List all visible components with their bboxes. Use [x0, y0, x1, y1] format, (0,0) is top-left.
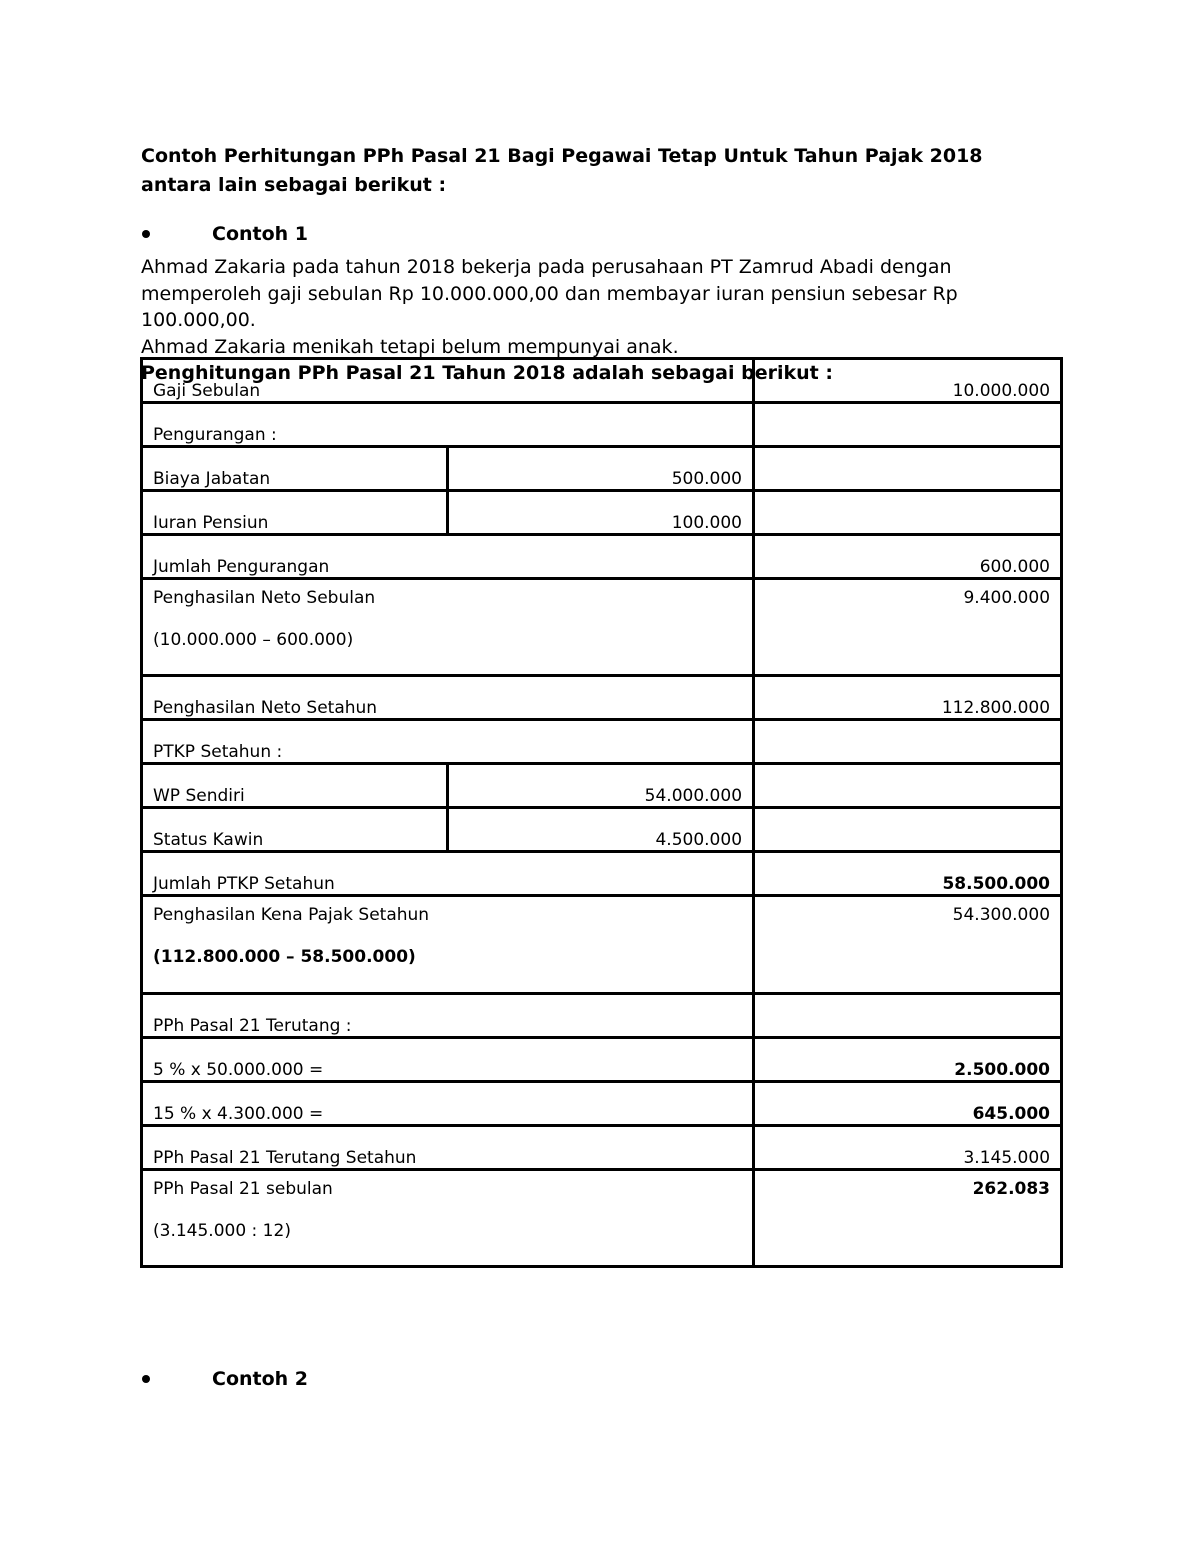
- pkp-value: 54.300.000: [754, 896, 1062, 993]
- empty-cell: [754, 720, 1062, 764]
- table-row: [142, 446, 1062, 490]
- iuran-pensiun-label: Iuran Pensiun: [142, 490, 448, 534]
- terutang-setahun-label: PPh Pasal 21 Terutang Setahun: [142, 1125, 754, 1169]
- page-title: Contoh Perhitungan PPh Pasal 21 Bagi Pegawai Tetap Untuk Tahun Pajak 2018 antara lain sebagai berikut :: [141, 145, 983, 196]
- table-row: [142, 720, 1062, 764]
- example-2-label: Contoh 2: [212, 1368, 309, 1390]
- sebulan-value: 262.083: [754, 1169, 1062, 1266]
- empty-cell: [754, 993, 1062, 1037]
- example-1-line-2: Ahmad Zakaria menikah tetapi belum mempunyai anak.: [141, 335, 679, 358]
- wp-sendiri-value: 54.000.000: [448, 764, 754, 808]
- biaya-jabatan-value: 500.000: [448, 446, 754, 490]
- neto-sebulan-cell: [142, 578, 754, 675]
- iuran-pensiun-value: 100.000: [448, 490, 754, 534]
- table-row: [142, 1125, 1062, 1169]
- table-row: [142, 676, 1062, 720]
- status-kawin-value: 4.500.000: [448, 808, 754, 852]
- tarif2-value: 645.000: [754, 1081, 1062, 1125]
- table-row: [142, 896, 1062, 993]
- jumlah-ptkp-value: 58.500.000: [754, 852, 1062, 896]
- pkp-formula: (112.800.000 – 58.500.000): [153, 947, 416, 968]
- table-row: [142, 359, 1062, 403]
- sebulan-cell: [142, 1169, 754, 1266]
- sebulan-label: PPh Pasal 21 sebulan: [153, 1178, 333, 1199]
- gaji-label: Gaji Sebulan: [142, 359, 754, 403]
- table-row: [142, 534, 1062, 578]
- neto-sebulan-label: Penghasilan Neto Sebulan: [153, 587, 376, 608]
- status-kawin-label: Status Kawin: [142, 808, 448, 852]
- pkp-label: Penghasilan Kena Pajak Setahun: [153, 905, 430, 926]
- pkp-cell: [142, 896, 754, 993]
- table-row: [142, 808, 1062, 852]
- table-row: [142, 490, 1062, 534]
- example-1-label: Contoh 1: [212, 223, 309, 245]
- sebulan-formula: (3.145.000 : 12): [153, 1220, 291, 1241]
- table-row: [142, 1169, 1062, 1266]
- ptkp-label: PTKP Setahun :: [142, 720, 754, 764]
- table-row: [142, 578, 1062, 675]
- calculation-table: [140, 357, 1063, 1268]
- table-row: [142, 993, 1062, 1037]
- gaji-value: 10.000.000: [754, 359, 1062, 403]
- table-row: [142, 1081, 1062, 1125]
- bullet-icon: [142, 230, 150, 238]
- neto-sebulan-formula: (10.000.000 – 600.000): [153, 629, 354, 650]
- wp-sendiri-label: WP Sendiri: [142, 764, 448, 808]
- neto-sebulan-value: 9.400.000: [754, 578, 1062, 675]
- biaya-jabatan-label: Biaya Jabatan: [142, 446, 448, 490]
- tarif2-label: 15 % x 4.300.000 =: [142, 1081, 754, 1125]
- empty-cell: [754, 764, 1062, 808]
- empty-cell: [754, 446, 1062, 490]
- bullet-icon: [142, 1375, 150, 1383]
- jumlah-pengurangan-value: 600.000: [754, 534, 1062, 578]
- table-row: [142, 852, 1062, 896]
- terutang-setahun-value: 3.145.000: [754, 1125, 1062, 1169]
- terutang-label: PPh Pasal 21 Terutang :: [142, 993, 754, 1037]
- empty-cell: [754, 402, 1062, 446]
- example-1-heading: Penghitungan PPh Pasal 21 Tahun 2018 adalah sebagai berikut :: [141, 362, 833, 384]
- example-1-bullet: [141, 223, 308, 245]
- table-row: [142, 764, 1062, 808]
- empty-cell: [754, 490, 1062, 534]
- neto-setahun-label: Penghasilan Neto Setahun: [142, 676, 754, 720]
- empty-cell: [754, 808, 1062, 852]
- example-2-bullet: [141, 1368, 308, 1390]
- jumlah-ptkp-label: Jumlah PTKP Setahun: [142, 852, 754, 896]
- tarif1-value: 2.500.000: [754, 1037, 1062, 1081]
- table-row: [142, 402, 1062, 446]
- pengurangan-label: Pengurangan :: [142, 402, 754, 446]
- example-1-line-1: Ahmad Zakaria pada tahun 2018 bekerja pada perusahaan PT Zamrud Abadi dengan memperoleh gaji sebulan Rp 10.000.000,00 dan membayar iuran pensiun sebesar Rp 100.000,00.: [141, 256, 958, 331]
- jumlah-pengurangan-label: Jumlah Pengurangan: [142, 534, 754, 578]
- neto-setahun-value: 112.800.000: [754, 676, 1062, 720]
- table-row: [142, 1037, 1062, 1081]
- tarif1-label: 5 % x 50.000.000 =: [142, 1037, 754, 1081]
